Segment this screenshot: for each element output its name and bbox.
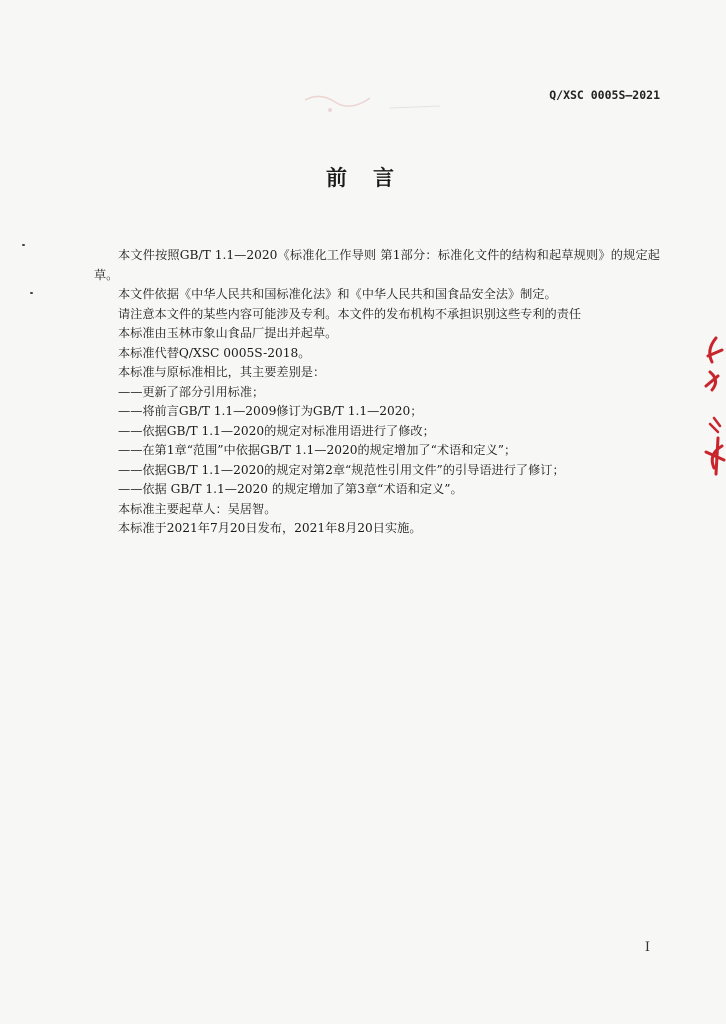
- page-number: I: [644, 940, 650, 955]
- paragraph: 本文件按照GB/T 1.1—2020《标准化工作导则 第1部分：标准化文件的结构和起草规则》的规定起草。: [94, 248, 660, 282]
- document-code: Q/XSC 0005S—2021: [549, 88, 660, 102]
- faint-stamp-mark: [300, 88, 450, 122]
- list-item: ——更新了部分引用标准；: [118, 384, 265, 399]
- paragraph: 本标准代替Q/XSC 0005S-2018。: [118, 345, 311, 360]
- paragraph: 本标准主要起草人：吴居智。: [118, 501, 277, 516]
- paragraph: 本文件依据《中华人民共和国标准化法》和《中华人民共和国食品安全法》制定。: [118, 287, 557, 301]
- scan-speck: [22, 244, 25, 246]
- foreword-body: [94, 246, 660, 539]
- list-item: ——在第1章“范围”中依据GB/T 1.1—2020的规定增加了“术语和定义”；: [118, 443, 517, 457]
- paragraph: 本标准与原标准相比，其主要差别是：: [118, 365, 326, 379]
- list-item: ——依据GB/T 1.1—2020的规定对第2章“规范性引用文件”的引导语进行了修订；: [118, 462, 565, 477]
- paragraph: 请注意本文件的某些内容可能涉及专利。本文件的发布机构不承担识别这些专利的责任: [118, 306, 582, 321]
- page-title: 前言: [326, 166, 420, 190]
- list-item: ——依据 GB/T 1.1—2020 的规定增加了第3章“术语和定义”。: [118, 482, 463, 496]
- list-item: ——依据GB/T 1.1—2020的规定对标准用语进行了修改；: [118, 423, 435, 438]
- paragraph: 本标准于2021年7月20日发布，2021年8月20日实施。: [118, 521, 422, 535]
- list-item: ——将前言GB/T 1.1—2009修订为GB/T 1.1—2020；: [118, 404, 423, 418]
- red-seal-stamp: [698, 328, 726, 478]
- paragraph: 本标准由玉林市象山食品厂提出并起草。: [118, 326, 338, 340]
- scan-speck: [30, 292, 33, 294]
